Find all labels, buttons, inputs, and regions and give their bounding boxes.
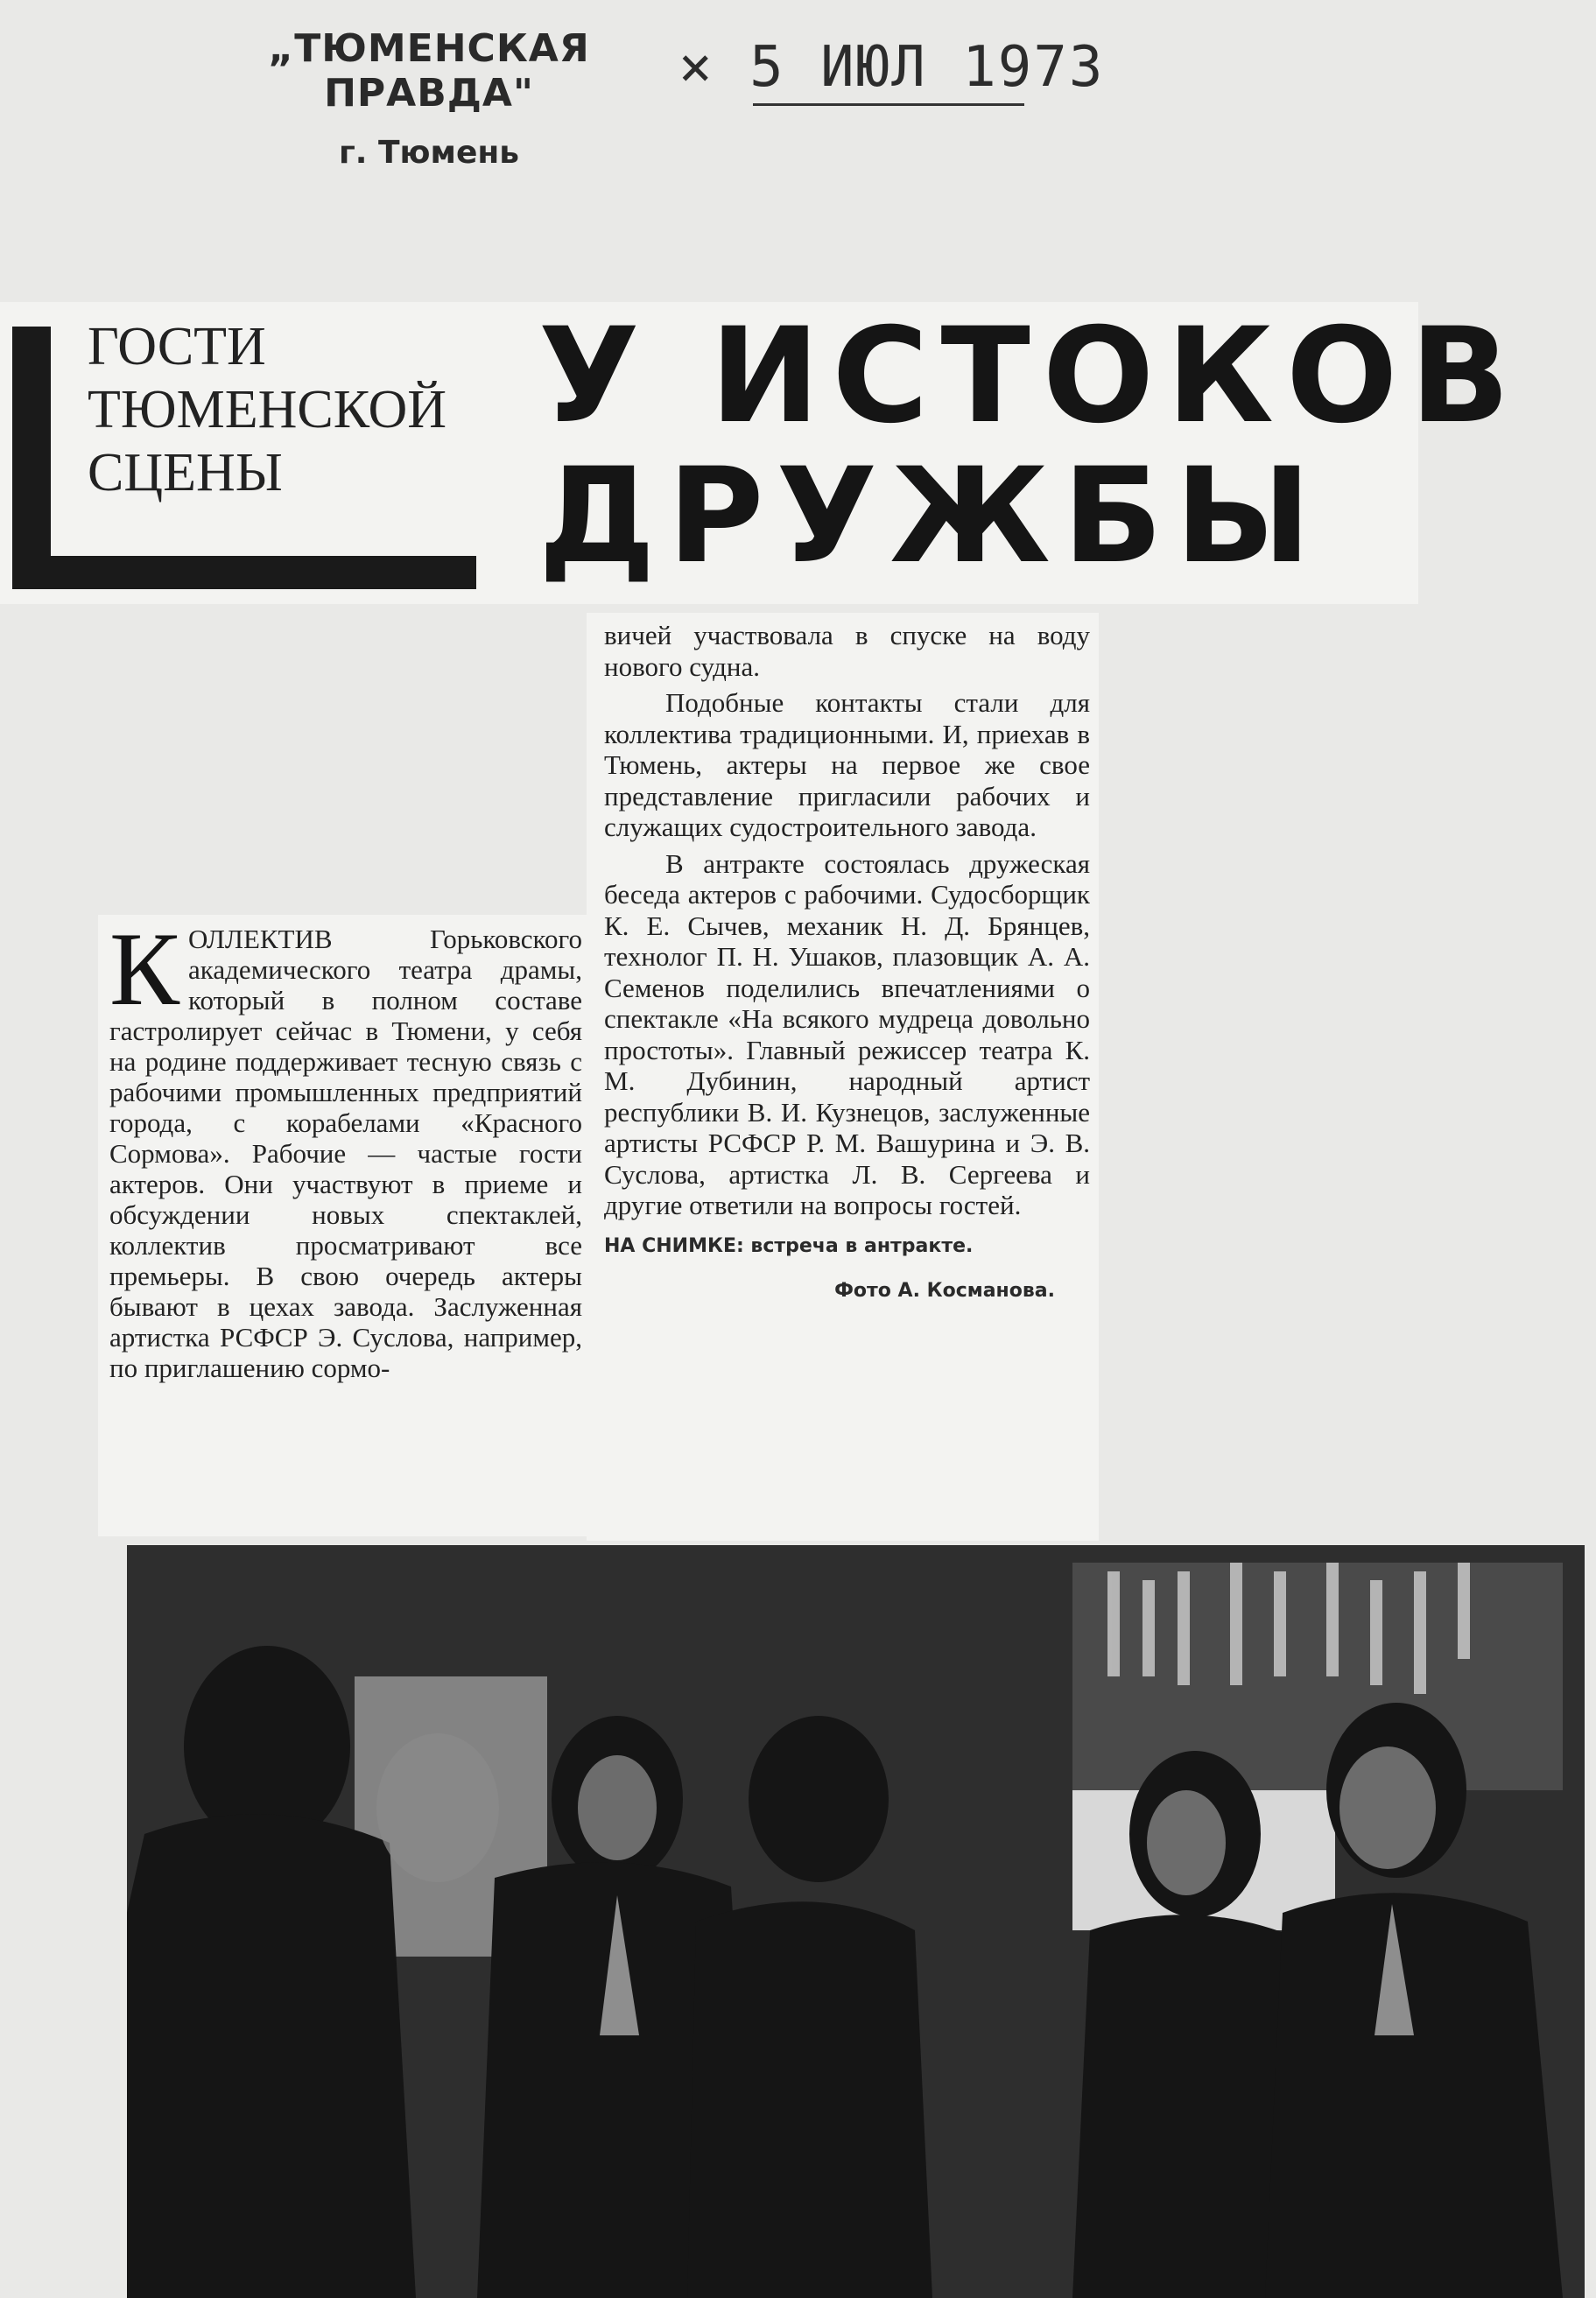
article-paragraph: В антракте состоялась дружеская беседа актеров с рабочими. Судосборщик К. Е. Сычев, механик Н. Д. Брянцев, технолог П. Н. Ушаков, плазовщик А. А. Семенов поделились впечатлениями о спектакле «На всякого мудреца довольно простоты». Главный режиссер театра К. М. Дубинин, народный артист республики В. И. Кузнецов, заслуженные артисты РСФСР Р. М. Вашурина и Э. В. Суслова, артистка Л. В. Сергеева и другие ответили на вопросы гостей. (604, 847, 1090, 1220)
article-paragraph: Подобные контакты стали для коллектива традиционными. И, приехав в Тюмень, актеры на первое же свое представление пригласили рабочих и служащих судостроительного завода. (604, 687, 1090, 842)
photo-caption: НА СНИМКЕ: встреча в антракте. (604, 1234, 974, 1257)
drop-cap: К (109, 910, 180, 1027)
newspaper-city: г. Тюмень (338, 135, 520, 171)
news-photo (127, 1545, 1585, 2298)
headline-line: У ИСТОКОВ (538, 300, 1522, 453)
rubric (88, 315, 508, 504)
masthead-stamp (201, 26, 657, 171)
photo-credit: Фото А. Косманова. (834, 1279, 1055, 1302)
left-column (109, 910, 582, 1383)
article-lead-text: ОЛЛЕКТИВ Горьковского академического театра драмы, который в полном составе гастролирует сейчас в Тюмени, у себя на родине поддерживает тесную связь с рабочими промышленных предприятий города, с корабелами «Красного Сормова». Рабочие — частые гости актеров. Они участвуют в приеме и обсуждении новых спектаклей, коллектив просматривают все премьеры. В свою очередь актеры бывают в цехах завода. Заслуженная артистка РСФСР Э. Суслова, например, по приглашению сормо- (109, 924, 582, 1383)
rubric-line: СЦЕНЫ (88, 443, 283, 502)
newspaper-name: „ТЮМЕНСКАЯ ПРАВДА" (268, 26, 590, 116)
headline-line: ДРУЖБЫ (538, 440, 1324, 593)
rubric-line: ГОСТИ (88, 317, 266, 376)
date-underline (753, 103, 1024, 106)
rubric-line: ТЮМЕНСКОЙ (88, 380, 447, 439)
date-stamp: × 5 ИЮЛ 1973 (678, 35, 1105, 100)
photo-illustration (127, 1545, 1585, 2298)
right-column (604, 620, 1090, 1306)
article-paragraph: вичей участвовала в спуске на воду нового судна. (604, 620, 1090, 682)
headline (538, 300, 1522, 593)
